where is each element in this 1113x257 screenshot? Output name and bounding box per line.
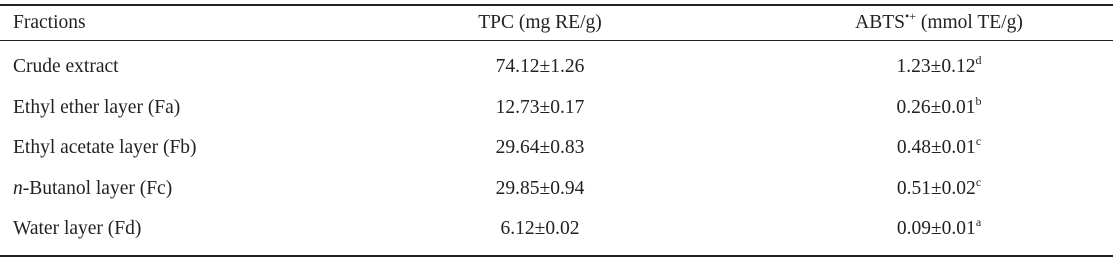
fraction-name: Water layer (Fd)	[13, 218, 142, 239]
fraction-name: Ethyl ether layer (Fa)	[13, 97, 181, 118]
header-tpc: TPC (mg RE/g)	[478, 12, 602, 33]
abts-value: 0.48±0.01	[896, 137, 976, 158]
fraction-cell	[13, 212, 141, 246]
table-header-row	[0, 6, 1113, 40]
fraction-cell	[13, 50, 119, 84]
abts-cell	[810, 91, 1068, 125]
abts-cell	[810, 172, 1068, 206]
header-abts-main: ABTS	[855, 12, 905, 33]
header-abts	[810, 6, 1068, 40]
fraction-cell	[13, 172, 172, 206]
tpc-cell: 29.64±0.83	[495, 137, 585, 158]
header-abts-sup: •+	[905, 9, 916, 23]
fraction-name: -Butanol layer (Fc)	[22, 178, 173, 199]
fraction-cell	[13, 91, 180, 125]
header-fractions: Fractions	[13, 12, 86, 33]
abts-cell	[810, 50, 1068, 84]
tpc-cell: 29.85±0.94	[495, 178, 585, 199]
abts-significance-letter: b	[975, 94, 982, 108]
abts-value: 0.26±0.01	[896, 97, 976, 118]
tpc-cell: 74.12±1.26	[495, 56, 585, 77]
table-row	[0, 172, 1113, 206]
abts-significance-letter: c	[975, 175, 982, 189]
abts-value: 0.51±0.02	[896, 178, 976, 199]
abts-value: 1.23±0.12	[896, 56, 976, 77]
fraction-name: Crude extract	[13, 56, 119, 77]
tpc-cell: 6.12±0.02	[500, 218, 580, 239]
table-row	[0, 212, 1113, 246]
header-divider-rule	[0, 40, 1113, 41]
abts-significance-letter: d	[975, 53, 982, 67]
table-row	[0, 91, 1113, 125]
fraction-prefix: n	[13, 178, 23, 199]
fraction-cell	[13, 131, 197, 165]
abts-cell	[810, 212, 1068, 246]
abts-significance-letter: c	[975, 134, 982, 148]
tpc-cell: 12.73±0.17	[495, 97, 585, 118]
fraction-name: Ethyl acetate layer (Fb)	[13, 137, 197, 158]
table-row	[0, 50, 1113, 84]
header-abts-unit: (mmol TE/g)	[915, 12, 1023, 33]
abts-cell	[810, 131, 1068, 165]
table-row	[0, 131, 1113, 165]
abts-significance-letter: a	[975, 215, 982, 229]
abts-value: 0.09±0.01	[896, 218, 976, 239]
